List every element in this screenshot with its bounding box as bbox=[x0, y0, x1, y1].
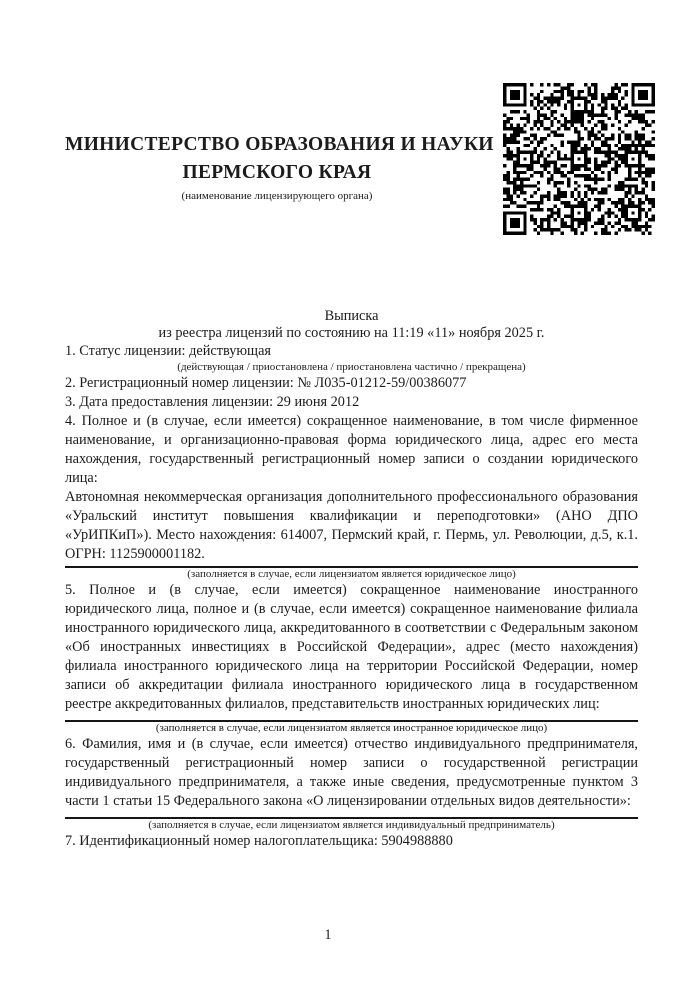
field-taxpayer-id: 7. Идентификационный номер налогоплательщика: 5904988880 bbox=[65, 833, 453, 849]
document-title-line2: из реестра лицензий по состоянию на 11:19 «11» ноября 2025 г. bbox=[158, 325, 545, 341]
page-number: 1 bbox=[324, 927, 332, 943]
field-legal-entity-answer: Автономная некоммерческая организация дополнительного профессионального образования «Уральский институт повышения квалификации и переподготовки» (АНО ДПО «УрИПКиП»). Место нахождения: 614007, Пермский край, г. Пермь, ул. Революции, д.5, к.1. ОГРН: 1125900001182. bbox=[65, 489, 638, 562]
field-individual-entrepreneur-question: 6. Фамилия, имя и (в случае, если имеется) отчество индивидуального предпринимателя, государственный регистрационный номер записи о государственной регистрации индивидуального предпринимателя, а также иные сведения, предусмотренные пунктом 3 части 1 статьи 15 Федерального закона «О лицензировании отдельных видов деятельности»: bbox=[65, 736, 638, 809]
field-grant-date: 3. Дата предоставления лицензии: 29 июня 2012 bbox=[65, 394, 360, 410]
field-license-status: 1. Статус лицензии: действующая bbox=[65, 343, 271, 359]
field-individual-entrepreneur-hint: (заполняется в случае, если лицензиатом является индивидуальный предприниматель) bbox=[148, 819, 555, 831]
licensing-authority-header bbox=[65, 131, 494, 203]
ministry-caption: (наименование лицензирующего органа) bbox=[181, 190, 373, 202]
document-title bbox=[65, 308, 638, 342]
field-legal-entity-hint: (заполняется в случае, если лицензиатом является юридическое лицо) bbox=[187, 568, 516, 580]
document-body bbox=[65, 308, 638, 851]
field-registration-number: 2. Регистрационный номер лицензии: № Л035-01212-59/00386077 bbox=[65, 375, 467, 391]
ministry-name-line2: ПЕРМСКОГО КРАЯ bbox=[182, 162, 372, 183]
qr-code-icon bbox=[503, 83, 655, 235]
field-foreign-entity-question: 5. Полное и (в случае, если имеется) сокращенное наименование иностранного юридического лица, полное и (в случае, если имеется) сокращенное наименование филиала иностранного юридического лица, аккредитованного в соответствии с Федеральным законом «Об иностранных инвестициях в Российской Федерации», адрес (место нахождения) филиала иностранного юридического лица на территории Российской Федерации, номер записи об аккредитации филиала иностранного юридического лица в государственном реестре аккредитованных филиалов, представительств иностранных юридических лиц: bbox=[65, 582, 638, 712]
field-license-status-hint: (действующая / приостановлена / приостановлена частично / прекращена) bbox=[177, 361, 526, 373]
document-title-line1: Выписка bbox=[324, 308, 379, 324]
field-foreign-entity-hint: (заполняется в случае, если лицензиатом является иностранное юридическое лицо) bbox=[155, 722, 548, 734]
ministry-name-line1: МИНИСТЕРСТВО ОБРАЗОВАНИЯ И НАУКИ bbox=[65, 134, 494, 155]
field-legal-entity-question: 4. Полное и (в случае, если имеется) сокращенное наименование, в том числе фирменное наименование, и организационно-правовая форма юридического лица, адрес его места нахождения, государственный регистрационный номер записи о создании юридического лица: bbox=[65, 413, 638, 486]
